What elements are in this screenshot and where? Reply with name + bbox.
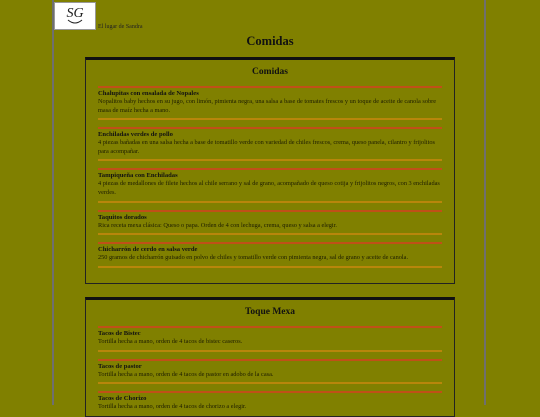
page-title: Comidas bbox=[246, 34, 294, 48]
menu-item bbox=[98, 391, 442, 412]
item-divider bbox=[98, 159, 442, 161]
menu-item-name: Tacos de pastor bbox=[98, 362, 142, 370]
menu-item bbox=[98, 242, 442, 268]
site-name-link[interactable]: El lugar de Sandra bbox=[98, 24, 143, 30]
menu-item-description: 4 piezas bañadas en una salsa hecha a base de tomatillo verde con variedad de chiles frescos, crema, queso panela, cilantro y frijolitos para acompañar. bbox=[98, 139, 435, 155]
menu-item bbox=[98, 127, 442, 161]
item-divider bbox=[98, 233, 442, 235]
menu-item-name: Tacos de Bistec bbox=[98, 330, 141, 337]
item-divider bbox=[98, 201, 442, 203]
menu-item-description: Nopalitos baby hechos en su jugo, con limón, pimienta negra, una salsa a base de tomates frescos y un toque de aceite de canola sobre masa de maíz hecha a mano. bbox=[98, 98, 437, 114]
item-divider bbox=[98, 266, 442, 268]
menu-item-description: Rica receta mexa clásica: Queso o papa. Orden de 4 con lechuga, crema, queso y salsa a elegir. bbox=[98, 221, 338, 229]
menu-item-name: Tampiqueña con Enchiladas bbox=[98, 172, 178, 180]
menu-item-description: 4 piezas de medallones de filete hechos al chile serrano y sal de grano, acompañado de queso cotija y frijolitos negros, con 3 enchiladas verdes. bbox=[98, 180, 440, 196]
menu-item bbox=[98, 210, 442, 236]
item-divider bbox=[98, 350, 442, 352]
menu-item-description: 250 gramos de chicharrón guisado en polvo de chiles y tomatillo verde con pimienta negra, sal de grano y aceite de canola. bbox=[98, 254, 409, 262]
item-divider bbox=[98, 382, 442, 384]
svg-text:SG: SG bbox=[66, 6, 84, 21]
menu-item bbox=[98, 86, 442, 120]
menu-item bbox=[98, 359, 442, 385]
site-logo[interactable] bbox=[54, 2, 96, 30]
menu-item bbox=[98, 326, 442, 352]
item-divider bbox=[98, 118, 442, 120]
menu-item-name: Chalupitas con ensalada de Nopales bbox=[98, 90, 199, 97]
menu-item-name: Taquitos dorados bbox=[98, 213, 147, 221]
menu-section-toque-mexa bbox=[85, 297, 455, 417]
menu-item-description: Tortilla hecha a mano, orden de 4 tacos de chorizo a elegir. bbox=[98, 403, 247, 411]
menu-section-comidas bbox=[85, 57, 455, 284]
menu-item-description: Tortilla hecha a mano, orden de 4 tacos de bistec caseros. bbox=[98, 338, 243, 345]
section-title: Toque Mexa bbox=[244, 307, 296, 317]
logo-monogram-icon bbox=[60, 4, 90, 28]
menu-item-name: Chicharrón de cerdo en salsa verde bbox=[98, 246, 198, 254]
menu-item-description: Tortilla hecha a mano, orden de 4 tacos de pastor en adobo de la casa. bbox=[98, 370, 274, 378]
menu-item-name: Tacos de Chorizo bbox=[98, 395, 147, 403]
menu-item bbox=[98, 168, 442, 202]
section-title: Comidas bbox=[252, 67, 288, 77]
menu-item-name: Enchiladas verdes de pollo bbox=[98, 131, 173, 139]
